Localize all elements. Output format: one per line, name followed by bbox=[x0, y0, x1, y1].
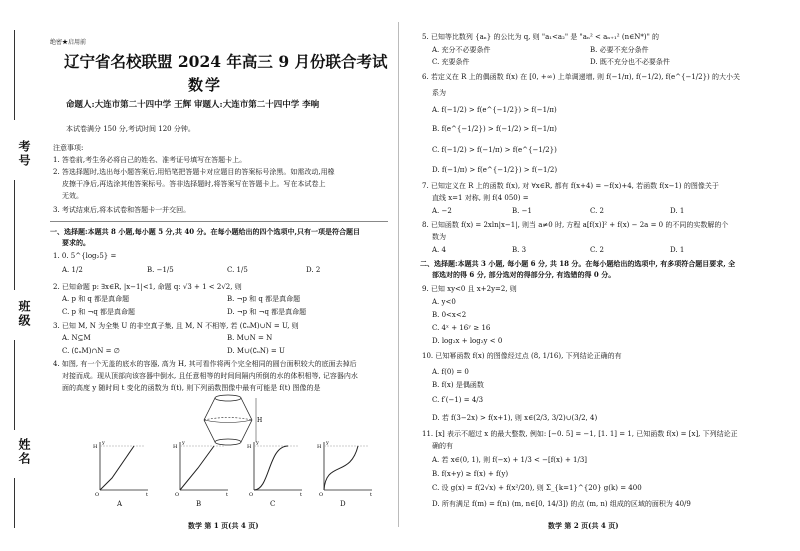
page-divider bbox=[398, 22, 399, 527]
note-line: 2. 答选择题时,选出每小题答案后,用铅笔把答题卡对应题目的答案标号涂黑。如需改动,用橡 bbox=[53, 168, 335, 176]
origin-label: O bbox=[249, 492, 254, 498]
subject-title: 数学 bbox=[188, 76, 223, 94]
q7-option-b: B. −1 bbox=[512, 207, 532, 215]
q6-option-c: C. f(−1/2) > f(−1/π) > f(e^{−1/2}) bbox=[432, 146, 557, 154]
notes-title: 注意事项: bbox=[53, 144, 84, 152]
q10-option-c: C. f′(−1) = 4/3 bbox=[432, 396, 484, 404]
q6-option-b: B. f(e^{−1/2}) > f(−1/2) > f(−1/π) bbox=[432, 125, 557, 133]
section1-header: 一、选择题:本题共 8 小题,每小题 5 分,共 40 分。在每小题给出的四个选项中,只有一项是符合题目 bbox=[50, 227, 360, 236]
section2-header: 部选对的得 6 分, 部分选对的得部分分, 有选错的得 0 分。 bbox=[432, 270, 616, 279]
q4-stem: 面的高度 y 随时间 t 变化的函数为 f(t), 则下列函数图像中最有可能是 f(t) 图像的是 bbox=[62, 384, 321, 392]
q9-option-b: B. 0<x<2 bbox=[432, 311, 467, 319]
q9-stem: 9. 已知 xy<0 且 x+2y=2, 则 bbox=[422, 285, 517, 293]
q5-option-c: C. 充要条件 bbox=[432, 58, 470, 66]
q5-stem: 5. 已知等比数列 {aₙ} 的公比为 q, 则 "a₁<a₂" 是 "aₙ² < aₙ₊₁² (n∈N*)" 的 bbox=[422, 33, 660, 41]
q1-option-d: D. 2 bbox=[306, 266, 321, 274]
q2-stem: 2. 已知命题 p: ∃x∈R, |x−1|<1, 命题 q: √3 + 1 < 2√2, 则 bbox=[53, 283, 242, 291]
q9-option-c: C. 4ˣ + 16ʸ ≥ 16 bbox=[432, 324, 491, 332]
q5-option-d: D. 既不充分也不必要条件 bbox=[590, 58, 670, 66]
q4-stem: 对接而成。现从顶部向该容器中倒水, 且任意相等的时间间隔内所倒的水的体积相等, 记容器内水 bbox=[62, 372, 358, 380]
q9-option-a: A. y<0 bbox=[432, 298, 456, 306]
secret-label: 绝密★启用前 bbox=[50, 39, 87, 46]
q8-option-d: D. 1 bbox=[670, 246, 685, 254]
footer-right: 数学 第 2 页(共 4 页) bbox=[548, 521, 619, 530]
graph-b bbox=[172, 440, 232, 498]
graph-label-b: B bbox=[196, 500, 202, 508]
graph-label-d: D bbox=[340, 500, 346, 508]
section1-header: 要求的。 bbox=[62, 238, 90, 247]
q3-option-b: B. M∪N = N bbox=[227, 334, 273, 342]
q1-option-b: B. −1/5 bbox=[147, 266, 174, 274]
side-divider bbox=[14, 180, 15, 290]
q3-option-a: A. N⊆M bbox=[62, 334, 91, 342]
origin-label: O bbox=[95, 492, 100, 498]
graph-a bbox=[92, 440, 152, 498]
q6-option-d: D. f(−1/π) > f(e^{−1/2}) > f(−1/2) bbox=[432, 166, 558, 174]
graph-d bbox=[316, 440, 376, 498]
height-label: H bbox=[247, 444, 252, 450]
side-label-class: 班级 bbox=[17, 300, 31, 328]
axis-label: t bbox=[370, 492, 373, 498]
axis-label: t bbox=[300, 492, 303, 498]
q6-stem: 6. 若定义在 R 上的偶函数 f(x) 在 [0, +∞) 上单调递增, 则 f(−1/π), f(−1/2), f(e^{−1/2}) 的大小关 bbox=[422, 73, 741, 81]
side-label-exam-no: 考号 bbox=[17, 140, 31, 168]
q2-option-a: A. p 和 q 都是真命题 bbox=[62, 295, 130, 303]
authors-line: 命题人:大连市第二十四中学 王辉 审题人:大连市第二十四中学 李响 bbox=[66, 100, 320, 110]
q8-option-c: C. 2 bbox=[590, 246, 605, 254]
q6-stem: 系为 bbox=[432, 89, 446, 97]
q1-option-a: A. 1/2 bbox=[62, 266, 83, 274]
section2-header: 二、选择题:本题共 3 小题, 每小题 6 分, 共 18 分。在每小题给出的选项中, 有多项符合题目要求, 全 bbox=[420, 259, 736, 268]
q11-stem: 11. [x] 表示不超过 x 的最大整数, 例如: [−0. 5] = −1, [1. 1] = 1, 已知函数 f(x) = [x], 下列结论正 bbox=[422, 430, 738, 438]
note-line: 无效。 bbox=[62, 192, 83, 200]
q11-option-b: B. f(x+y) ≥ f(x) + f(y) bbox=[432, 470, 509, 478]
origin-label: O bbox=[319, 492, 324, 498]
q3-option-c: C. (∁ᵤM)∩N = ∅ bbox=[62, 347, 120, 355]
footer-left: 数学 第 1 页(共 4 页) bbox=[188, 521, 259, 530]
q5-option-b: B. 必要不充分条件 bbox=[590, 46, 649, 54]
q6-option-a: A. f(−1/2) > f(e^{−1/2}) > f(−1/π) bbox=[432, 106, 557, 114]
height-label: H bbox=[93, 444, 98, 450]
side-divider bbox=[14, 478, 15, 528]
graph-c bbox=[246, 440, 306, 498]
axis-label: y bbox=[182, 440, 185, 446]
q2-option-b: B. ¬p 和 q 都是真命题 bbox=[227, 295, 301, 303]
axis-label: y bbox=[326, 440, 329, 446]
axis-label: t bbox=[146, 492, 149, 498]
q10-option-a: A. f(0) = 0 bbox=[432, 368, 469, 376]
q7-option-c: C. 2 bbox=[590, 207, 605, 215]
note-line: 3. 考试结束后,将本试卷和答题卡一并交回。 bbox=[53, 206, 191, 214]
axis-label: t bbox=[226, 492, 229, 498]
q3-stem: 3. 已知 M, N 为全集 U 的非空真子集, 且 M, N 不相等, 若 (∁ᵤM)∪N = U, 则 bbox=[53, 322, 299, 330]
note-line: 皮擦干净后,再选涂其他答案标号。答非选择题时,将答案写在答题卡上。写在本试卷上 bbox=[62, 180, 326, 188]
q11-option-c: C. 设 g(x) = f(2√x) + f(x²/20), 则 Σ_{k=1}^{20} g(k) = 400 bbox=[432, 484, 642, 492]
q10-option-b: B. f(x) 是偶函数 bbox=[432, 381, 484, 389]
q11-option-a: A. 若 x∈(0, 1), 则 f(−x) + 1/3 < −[f(x) + 1/3] bbox=[432, 456, 588, 464]
note-line: 1. 答卷前,考生务必将自己的姓名、准考证号填写在答题卡上。 bbox=[53, 156, 247, 164]
side-divider bbox=[14, 30, 15, 120]
q10-option-d: D. 若 f(3−2x) > f(x+1), 则 x∈(2/3, 3/2)∪(3/2, 4) bbox=[432, 414, 598, 422]
q7-option-d: D. 1 bbox=[670, 207, 685, 215]
q7-stem: 直线 x=1 对称, 则 f(4 050) = bbox=[432, 194, 529, 202]
graph-label-c: C bbox=[270, 500, 276, 508]
q8-option-a: A. 4 bbox=[432, 246, 446, 254]
q1-stem: 1. 0. 5^{log₂5} = bbox=[53, 252, 117, 260]
exam-info: 本试卷满分 150 分,考试时间 120 分钟。 bbox=[66, 125, 195, 133]
q3-option-d: D. M∪(∁ᵤN) = U bbox=[227, 347, 285, 355]
q7-option-a: A. −2 bbox=[432, 207, 452, 215]
q8-option-b: B. 3 bbox=[512, 246, 527, 254]
separator bbox=[50, 221, 388, 222]
q5-option-a: A. 充分不必要条件 bbox=[432, 46, 491, 54]
q4-stem: 4. 如图, 有一个无盖的底水的容器, 高为 H, 其可看作将两个完全相同的圆台面积较大的底面去掉后 bbox=[53, 360, 357, 368]
q11-option-d: D. 所有满足 f(m) = f(n) (m, n∈[0, 14/3]) 的点 (m, n) 组成的区域的面积为 40/9 bbox=[432, 500, 691, 508]
q8-stem: 8. 已知函数 f(x) = 2xln|x−1|, 则当 a≠0 时, 方程 a[f(x)]² + f(x) − 2a = 0 的不同的实数解的个 bbox=[422, 221, 729, 229]
q8-stem: 数为 bbox=[432, 233, 446, 241]
height-label: H bbox=[173, 444, 178, 450]
q2-option-d: D. ¬p 和 ¬q 都是真命题 bbox=[227, 308, 307, 316]
height-label: H bbox=[257, 417, 263, 424]
page-title: 辽宁省名校联盟 2024 年高三 9 月份联合考试 bbox=[64, 52, 388, 71]
q7-stem: 7. 已知定义在 R 上的函数 f(x), 对 ∀x∈R, 都有 f(x+4) = −f(x)+4, 若函数 f(x−1) 的图像关于 bbox=[422, 182, 719, 190]
q9-option-d: D. log₂x + log₂y < 0 bbox=[432, 337, 503, 345]
axis-label: y bbox=[102, 440, 105, 446]
side-divider bbox=[14, 340, 15, 430]
q10-stem: 10. 已知幂函数 f(x) 的图像经过点 (8, 1/16), 下列结论正确的有 bbox=[422, 352, 622, 360]
q11-stem: 确的有 bbox=[432, 442, 453, 450]
axis-label: y bbox=[256, 440, 259, 446]
q1-option-c: C. 1/5 bbox=[227, 266, 248, 274]
origin-label: O bbox=[175, 492, 180, 498]
q2-option-c: C. p 和 ¬q 都是真命题 bbox=[62, 308, 136, 316]
height-label: H bbox=[317, 444, 322, 450]
graph-label-a: A bbox=[117, 500, 123, 508]
side-label-name: 姓名 bbox=[17, 438, 31, 466]
